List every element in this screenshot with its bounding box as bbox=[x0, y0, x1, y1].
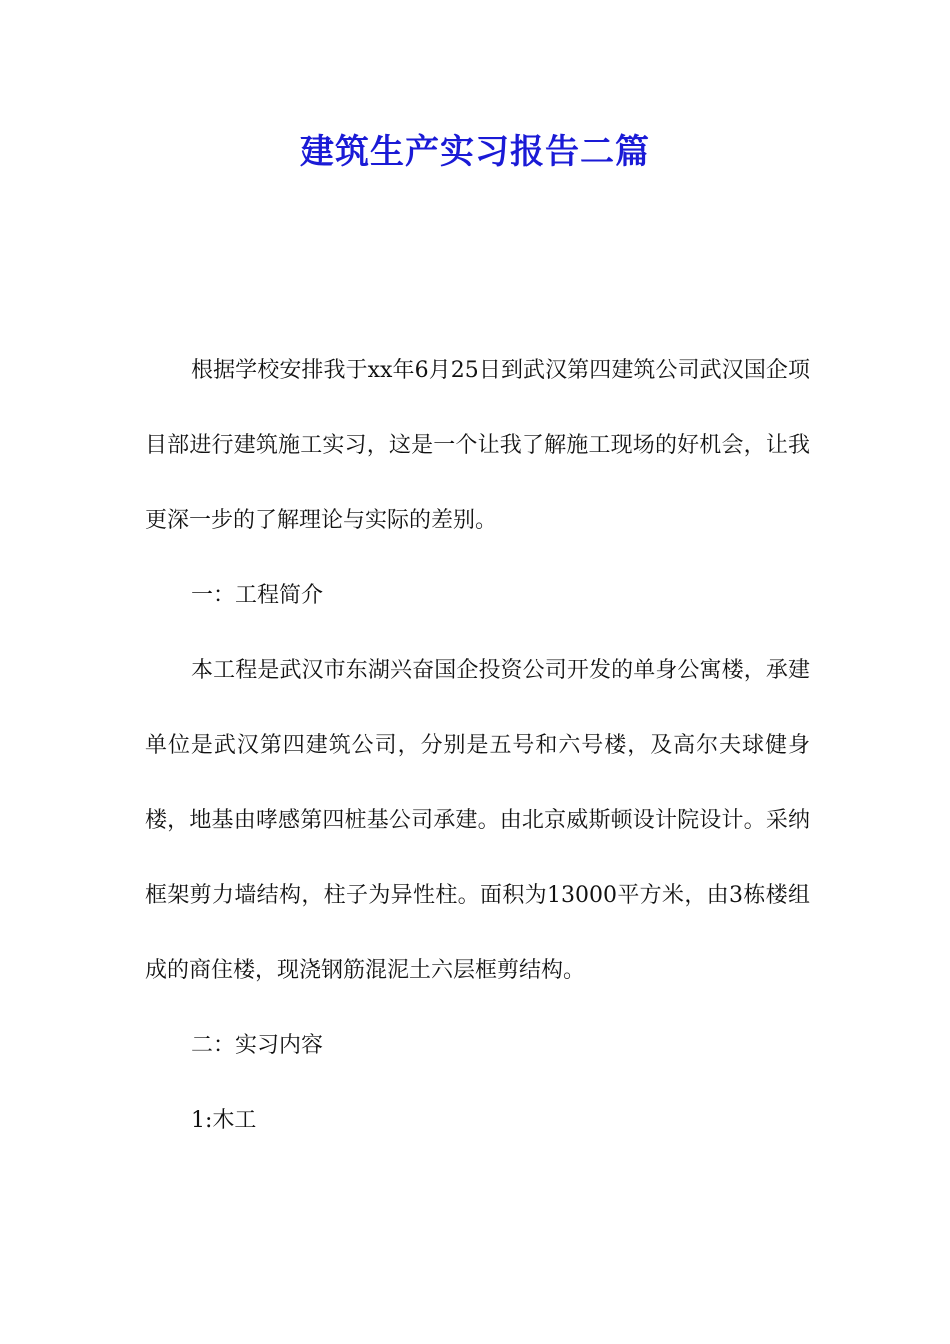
document-title: 建筑生产实习报告二篇 bbox=[300, 132, 650, 172]
section-heading-internship-content: 二：实习内容 bbox=[191, 1033, 324, 1058]
paragraph-project-overview: 本工程是武汉市东湖兴奋国企投资公司开发的单身公寓楼，承建单位是武汉第四建筑公司，分别是五号和六号楼，及高尔夫球健身楼，地基由哮感第四桩基公司承建。由北京威斯顿设计院设计。采纳框架剪力墙结构，柱子为异性柱。面积为13000平方米，由3栋楼组成的商住楼，现浇钢筋混泥土六层框剪结构。 bbox=[145, 658, 810, 983]
document-body bbox=[145, 333, 810, 1158]
section-heading-project-overview: 一：工程简介 bbox=[191, 583, 324, 608]
subsection-heading-carpentry: 1:木工 bbox=[191, 1108, 257, 1133]
paragraph-intro: 根据学校安排我于xx年6月25日到武汉第四建筑公司武汉国企项目部进行建筑施工实习，这是一个让我了解施工现场的好机会，让我更深一步的了解理论与实际的差别。 bbox=[145, 358, 810, 533]
